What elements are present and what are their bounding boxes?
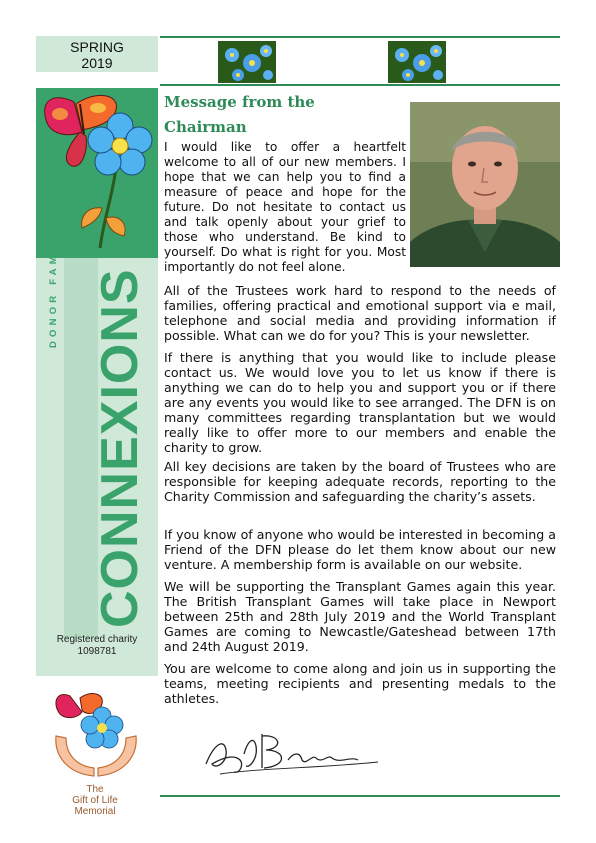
article-paragraph-7: You are welcome to come along and join us in supporting the teams, meeting recipients and presenting medals to the athletes. xyxy=(164,661,556,706)
hands-butterfly-logo xyxy=(50,688,140,783)
article-title-line2: Chairman xyxy=(164,118,247,136)
season-label: SPRING xyxy=(70,39,124,55)
memorial-line3: Memorial xyxy=(74,806,116,817)
registered-label: Registered charity xyxy=(56,634,138,645)
season-badge xyxy=(36,36,158,72)
season-year: 2019 xyxy=(81,55,113,71)
forget-me-not-thumbnail xyxy=(388,41,446,83)
article-title-line1: Message from the xyxy=(164,93,315,111)
article-paragraph-1: I would like to offer a heartfelt welcome to all of our new members. I hope that we can help you to find a measure of peace and hope for the future. Do not hesitate to contact us and talk openly about your grief to those who understand. Be kind to yourself. Do what is right for you. Most importantly do not feel alone. xyxy=(164,140,406,274)
registered-charity xyxy=(36,634,158,658)
memorial-line1: The xyxy=(86,784,104,795)
article-paragraph-3: If there is anything that you would like to include please contact us. We would love you to let us know if there is anything we can do to help you and support you or if there are any events you would like to see arranged. The DFN is on many committees regarding transplantation but we would really like to offer more to our members and enable the charity to grow. xyxy=(164,350,556,455)
article-paragraph-6: We will be supporting the Transplant Games again this year. The British Transplant Games will take place in Newport between 25th and 28th July 2019 and the World Transplant Games are coming to Newcastle/Gateshead between 17th and 24th August 2019. xyxy=(164,579,556,654)
footer-rule xyxy=(160,795,560,797)
memorial-caption xyxy=(50,784,140,817)
sidebar: SPRING 2019 DONOR FAMILY NETWORK CONNEXIONS Registered charity 1098781 xyxy=(36,36,158,676)
header-rule-bottom xyxy=(160,84,560,86)
forget-me-not-thumbnail xyxy=(218,41,276,83)
article-paragraph-5: If you know of anyone who would be interested in becoming a Friend of the DFN please do let them know about our new venture. A membership form is available on our website. xyxy=(164,527,556,572)
signature xyxy=(200,724,400,784)
header-rule-top xyxy=(160,36,560,38)
registered-number: 1098781 xyxy=(77,646,117,657)
memorial-line2: Gift of Life xyxy=(72,795,118,806)
article-paragraph-4: All key decisions are taken by the board of Trustees who are responsible for keeping adequate records, reporting to the Charity Commission and safeguarding the charity’s assets. xyxy=(164,459,556,504)
article-paragraph-2: All of the Trustees work hard to respond to the needs of families, offering practical and emotional support via e mail, telephone and social media and providing information if possible. What can we do for you? This is your newsletter. xyxy=(164,283,556,343)
article-title xyxy=(164,90,384,140)
chairman-photo xyxy=(410,102,560,267)
